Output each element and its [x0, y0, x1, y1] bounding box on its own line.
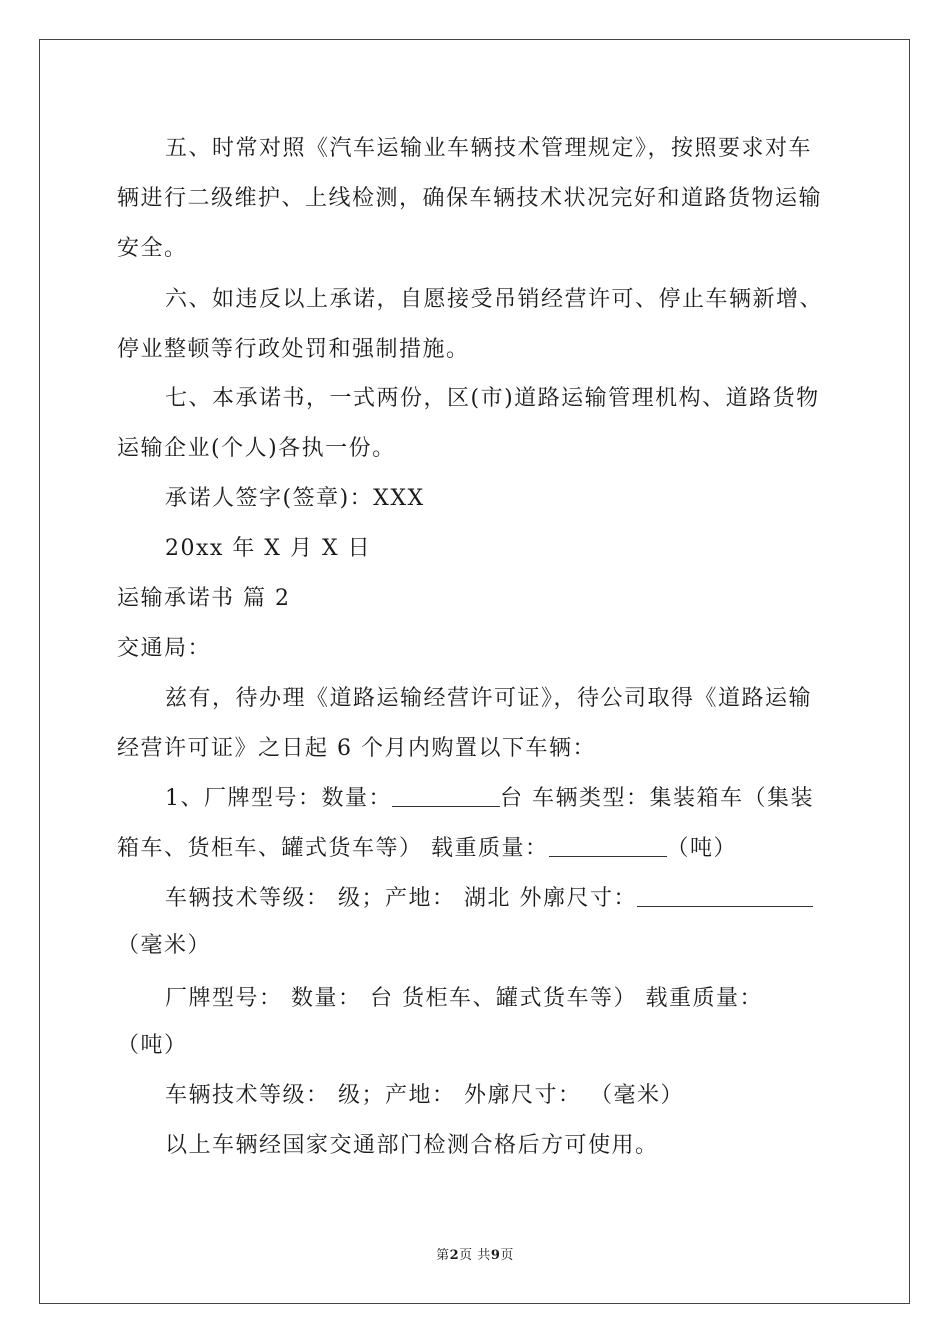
paragraph-line: 经营许可证》之日起 6 个月内购置以下车辆：	[117, 736, 596, 761]
signature-line: 承诺人签字(签章)：XXX	[165, 486, 425, 511]
addressee: 交通局：	[117, 636, 212, 661]
paragraph-line: 五、时常对照《汽车运输业车辆技术管理规定》，按照要求对车	[165, 136, 813, 161]
paragraph-line: 以上车辆经国家交通部门检测合格后方可使用。	[165, 1133, 659, 1158]
date-line: 20xx 年 X 月 X 日	[165, 536, 372, 561]
spec-text: 1、厂牌型号：数量：	[165, 786, 392, 811]
vehicle-spec-line	[117, 834, 737, 864]
paragraph-line: 七、本承诺书，一式两份，区(市)道路运输管理机构、道路货物	[165, 386, 820, 411]
spec-text: （吨）	[666, 836, 738, 861]
blank-underline	[549, 834, 667, 857]
blank-underline	[392, 784, 500, 807]
paragraph-line: 运输企业(个人)各执一份。	[117, 436, 396, 461]
vehicle-spec-line: 厂牌型号： 数量： 台 货柜车、罐式货车等） 载重质量：	[165, 986, 763, 1011]
page-border	[39, 39, 910, 1304]
footer-prefix: 第	[436, 1248, 450, 1263]
paragraph-line: （毫米）	[117, 933, 212, 958]
spec-text: 台 车辆类型：集装箱车（集装	[500, 786, 814, 811]
footer-mid: 页 共	[459, 1248, 491, 1263]
page-number: 2	[449, 1248, 460, 1263]
paragraph-line: 停业整顿等行政处罚和强制措施。	[117, 337, 470, 362]
blank-underline	[637, 884, 813, 907]
spec-text: 车辆技术等级： 级；产地： 湖北 外廓尺寸：	[165, 886, 637, 911]
paragraph-line: 辆进行二级维护、上线检测，确保车辆技术状况完好和道路货物运输	[117, 186, 823, 211]
footer-suffix: 页	[500, 1248, 514, 1263]
page-total: 9	[490, 1248, 501, 1263]
section-title: 运输承诺书 篇 2	[117, 586, 291, 611]
page-footer	[0, 1247, 950, 1265]
paragraph-line: 安全。	[117, 236, 188, 261]
paragraph-line: 兹有，待办理《道路运输经营许可证》，待公司取得《道路运输	[165, 686, 813, 711]
paragraph-line: 六、如违反以上承诺，自愿接受吊销经营许可、停止车辆新增、	[165, 287, 824, 312]
vehicle-spec-line	[165, 784, 814, 814]
spec-text: 箱车、货柜车、罐式货车等） 载重质量：	[117, 836, 549, 861]
vehicle-spec-line: 车辆技术等级： 级；产地： 外廓尺寸： （毫米）	[165, 1083, 684, 1108]
paragraph-line: （吨）	[117, 1033, 188, 1058]
vehicle-spec-line	[165, 884, 813, 914]
